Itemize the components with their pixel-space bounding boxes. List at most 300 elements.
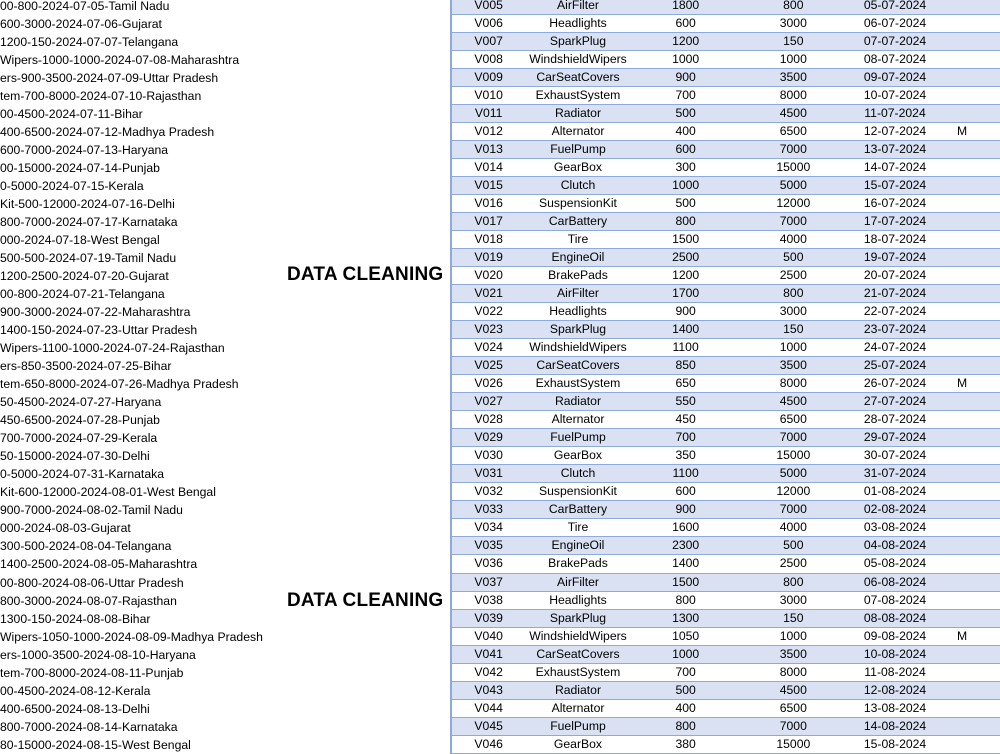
cell-quantity[interactable]: 1400 xyxy=(672,322,700,337)
cell-price[interactable]: 8000 xyxy=(779,376,807,391)
cell-id[interactable]: V037 xyxy=(474,574,503,589)
cell-region[interactable] xyxy=(944,574,1000,591)
cell-date[interactable]: 28-07-2024 xyxy=(863,412,927,427)
raw-data-line: 1400-2500-2024-08-05-Maharashtra xyxy=(0,557,198,572)
table-row xyxy=(452,555,1000,573)
cell-quantity[interactable]: 1000 xyxy=(672,646,700,661)
table-row xyxy=(452,69,1000,87)
cell-region[interactable] xyxy=(944,51,1000,68)
cell-id[interactable]: V008 xyxy=(474,52,503,67)
cell-region[interactable]: M xyxy=(957,376,968,391)
cell-date[interactable]: 11-07-2024 xyxy=(864,106,926,121)
cell-price[interactable]: 7000 xyxy=(779,718,807,733)
cell-quantity[interactable]: 1200 xyxy=(672,268,700,283)
cell-id[interactable]: V007 xyxy=(474,34,503,49)
table-row xyxy=(452,628,1000,646)
cell-part[interactable]: BrakePads xyxy=(548,268,608,283)
cell-price[interactable]: 500 xyxy=(783,250,804,265)
cell-part[interactable]: Headlights xyxy=(549,592,607,607)
cell-id[interactable]: V028 xyxy=(474,412,503,427)
cell-date[interactable]: 05-07-2024 xyxy=(863,0,927,12)
cell-price[interactable]: 500 xyxy=(783,538,804,553)
cell-id[interactable]: V039 xyxy=(474,610,503,625)
cell-part[interactable]: ExhaustSystem xyxy=(535,664,621,679)
table-row xyxy=(452,447,1000,465)
cell-region[interactable] xyxy=(944,285,1000,302)
cell-price[interactable]: 4500 xyxy=(779,394,807,409)
cell-date[interactable]: 21-07-2024 xyxy=(863,286,927,301)
cell-part[interactable]: CarSeatCovers xyxy=(536,70,620,85)
cell-price[interactable]: 3500 xyxy=(779,358,807,373)
data-cleaning-label: DATA CLEANING xyxy=(287,264,444,285)
cell-id[interactable]: V034 xyxy=(474,520,503,535)
cell-date[interactable]: 14-07-2024 xyxy=(863,160,927,175)
cell-date[interactable]: 13-08-2024 xyxy=(863,700,927,715)
table-row xyxy=(452,411,1000,429)
cell-date[interactable]: 07-07-2024 xyxy=(863,34,927,49)
cell-quantity[interactable]: 1800 xyxy=(672,0,700,12)
cell-date[interactable]: 06-07-2024 xyxy=(863,16,927,31)
cell-price[interactable]: 7000 xyxy=(779,142,807,157)
cell-region[interactable] xyxy=(944,213,1000,230)
cell-part[interactable]: SparkPlug xyxy=(549,610,607,625)
cell-region[interactable] xyxy=(944,267,1000,284)
cell-id[interactable]: V012 xyxy=(474,124,503,139)
cell-date[interactable]: 20-07-2024 xyxy=(863,268,927,283)
cell-part[interactable]: ExhaustSystem xyxy=(535,376,621,391)
cell-quantity[interactable]: 1500 xyxy=(672,574,700,589)
cell-price[interactable]: 150 xyxy=(783,34,804,49)
cell-id[interactable]: V010 xyxy=(474,88,503,103)
cell-price[interactable]: 2500 xyxy=(779,268,807,283)
cell-date[interactable]: 18-07-2024 xyxy=(863,232,927,247)
table-row xyxy=(452,700,1000,718)
cell-price[interactable]: 4000 xyxy=(779,232,807,247)
cell-region[interactable] xyxy=(944,339,1000,356)
cell-date[interactable]: 22-07-2024 xyxy=(863,304,927,319)
cell-quantity[interactable]: 380 xyxy=(675,736,696,751)
cell-part[interactable]: GearBox xyxy=(553,448,603,463)
table-row xyxy=(452,483,1000,501)
cell-region[interactable] xyxy=(944,105,1000,122)
cell-part[interactable]: CarSeatCovers xyxy=(536,358,620,373)
cell-quantity[interactable]: 450 xyxy=(675,412,696,427)
cell-quantity[interactable]: 900 xyxy=(675,70,696,85)
raw-data-line: 50-4500-2024-07-27-Haryana xyxy=(0,395,162,410)
cell-date[interactable]: 12-08-2024 xyxy=(863,682,927,697)
cell-id[interactable]: V045 xyxy=(474,718,503,733)
cell-region[interactable] xyxy=(944,610,1000,627)
cell-id[interactable]: V043 xyxy=(474,682,503,697)
cell-price[interactable]: 6500 xyxy=(779,700,807,715)
cell-id[interactable]: V033 xyxy=(474,502,503,517)
cell-date[interactable]: 23-07-2024 xyxy=(863,322,927,337)
cell-id[interactable]: V038 xyxy=(474,592,503,607)
cell-id[interactable]: V030 xyxy=(474,448,503,463)
cell-price[interactable]: 4500 xyxy=(779,106,807,121)
cell-part[interactable]: BrakePads xyxy=(548,556,608,571)
cell-part[interactable]: AirFilter xyxy=(556,574,599,589)
data-cleaning-label: DATA CLEANING xyxy=(287,590,444,611)
cell-id[interactable]: V018 xyxy=(474,232,503,247)
cell-quantity[interactable]: 1500 xyxy=(672,232,700,247)
cell-price[interactable]: 4500 xyxy=(779,682,807,697)
cell-part[interactable]: Radiator xyxy=(554,682,602,697)
raw-data-line: ers-900-3500-2024-07-09-Uttar Pradesh xyxy=(0,71,219,86)
cell-part[interactable]: SuspensionKit xyxy=(539,196,617,211)
cell-region[interactable] xyxy=(944,249,1000,266)
cell-id[interactable]: V016 xyxy=(474,196,503,211)
cell-id[interactable]: V013 xyxy=(474,142,503,157)
cell-region[interactable] xyxy=(944,429,1000,446)
cell-quantity[interactable]: 800 xyxy=(675,214,696,229)
cell-region[interactable] xyxy=(944,15,1000,32)
cell-date[interactable]: 08-08-2024 xyxy=(863,610,927,625)
cell-region[interactable] xyxy=(944,519,1000,536)
table-row xyxy=(452,682,1000,700)
cell-quantity[interactable]: 1100 xyxy=(672,466,699,481)
cell-price[interactable]: 1000 xyxy=(779,52,807,67)
cell-id[interactable]: V017 xyxy=(474,214,503,229)
cell-quantity[interactable]: 2300 xyxy=(672,538,700,553)
cell-quantity[interactable]: 1700 xyxy=(672,286,700,301)
cell-quantity[interactable]: 2500 xyxy=(672,250,700,265)
cell-id[interactable]: V046 xyxy=(474,736,503,751)
cell-region[interactable] xyxy=(944,141,1000,158)
cell-quantity[interactable]: 400 xyxy=(675,124,696,139)
cell-part[interactable]: WindshieldWipers xyxy=(529,628,627,643)
cell-price[interactable]: 800 xyxy=(783,574,804,589)
raw-data-line: 400-6500-2024-08-13-Delhi xyxy=(0,701,150,716)
table-row xyxy=(452,339,1000,357)
cell-id[interactable]: V026 xyxy=(474,376,503,391)
cell-price[interactable]: 150 xyxy=(783,610,804,625)
cell-part[interactable]: EngineOil xyxy=(551,538,605,553)
cell-date[interactable]: 10-07-2024 xyxy=(863,88,927,103)
cell-price[interactable]: 5000 xyxy=(779,466,807,481)
cell-part[interactable]: SparkPlug xyxy=(549,34,607,49)
cell-part[interactable]: Tire xyxy=(567,232,589,247)
cell-quantity[interactable]: 600 xyxy=(675,16,696,31)
cell-quantity[interactable]: 650 xyxy=(675,376,696,391)
cell-region[interactable] xyxy=(944,646,1000,663)
cell-date[interactable]: 03-08-2024 xyxy=(863,520,927,535)
cell-part[interactable]: GearBox xyxy=(553,736,603,751)
cell-price[interactable]: 1000 xyxy=(779,340,807,355)
cell-id[interactable]: V042 xyxy=(474,664,503,679)
cell-part[interactable]: SparkPlug xyxy=(549,322,607,337)
cell-price[interactable]: 800 xyxy=(783,0,804,12)
cell-id[interactable]: V024 xyxy=(474,340,503,355)
cell-part[interactable]: GearBox xyxy=(553,160,603,175)
cell-date[interactable]: 15-08-2024 xyxy=(863,736,927,751)
cell-price[interactable]: 12000 xyxy=(776,484,811,499)
raw-data-line: 800-7000-2024-08-14-Karnataka xyxy=(0,719,178,734)
cell-quantity[interactable]: 1400 xyxy=(672,556,700,571)
cell-price[interactable]: 7000 xyxy=(779,430,807,445)
table-row xyxy=(452,123,1000,141)
cell-date[interactable]: 02-08-2024 xyxy=(863,502,927,517)
cell-date[interactable]: 27-07-2024 xyxy=(863,394,927,409)
cell-quantity[interactable]: 900 xyxy=(675,304,696,319)
cell-region[interactable] xyxy=(944,592,1000,609)
cell-region[interactable] xyxy=(944,357,1000,374)
cell-date[interactable]: 12-07-2024 xyxy=(863,124,927,139)
cell-quantity[interactable]: 600 xyxy=(675,484,696,499)
cell-region[interactable] xyxy=(944,69,1000,86)
cell-part[interactable]: Clutch xyxy=(560,466,596,481)
cell-price[interactable]: 8000 xyxy=(779,88,807,103)
cell-date[interactable]: 08-07-2024 xyxy=(863,52,927,67)
cell-price[interactable]: 4000 xyxy=(779,520,807,535)
cell-id[interactable]: V022 xyxy=(474,304,503,319)
cell-quantity[interactable]: 1050 xyxy=(672,628,700,643)
cell-region[interactable] xyxy=(944,159,1000,176)
cell-part[interactable]: CarBattery xyxy=(548,214,608,229)
raw-data-line: 0-5000-2024-07-15-Kerala xyxy=(0,179,144,194)
cell-quantity[interactable]: 400 xyxy=(675,700,696,715)
cell-price[interactable]: 12000 xyxy=(776,196,811,211)
cell-quantity[interactable]: 800 xyxy=(675,718,696,733)
cell-part[interactable]: WindshieldWipers xyxy=(529,340,627,355)
cell-date[interactable]: 05-08-2024 xyxy=(863,556,927,571)
cell-id[interactable]: V027 xyxy=(474,394,503,409)
cleaned-data-table xyxy=(450,0,1000,754)
cell-region[interactable] xyxy=(944,555,1000,572)
raw-data-line: 50-15000-2024-07-30-Delhi xyxy=(0,449,150,464)
raw-data-list xyxy=(0,0,285,754)
cell-region[interactable] xyxy=(944,682,1000,699)
cell-price[interactable]: 15000 xyxy=(776,736,811,751)
cell-date[interactable]: 29-07-2024 xyxy=(863,430,927,445)
cell-price[interactable]: 15000 xyxy=(776,160,811,175)
cell-part[interactable]: Alternator xyxy=(551,124,605,139)
cell-date[interactable]: 15-07-2024 xyxy=(863,178,927,193)
cell-id[interactable]: V032 xyxy=(474,484,503,499)
cell-id[interactable]: V015 xyxy=(474,178,503,193)
cell-quantity[interactable]: 600 xyxy=(675,142,696,157)
cell-region[interactable] xyxy=(944,411,1000,428)
cell-date[interactable]: 26-07-2024 xyxy=(863,376,927,391)
cell-id[interactable]: V006 xyxy=(474,16,503,31)
cell-date[interactable]: 13-07-2024 xyxy=(863,142,927,157)
cell-region[interactable] xyxy=(944,195,1000,212)
cell-price[interactable]: 15000 xyxy=(776,448,811,463)
cell-region[interactable] xyxy=(944,447,1000,464)
cell-region[interactable] xyxy=(944,231,1000,248)
cell-part[interactable]: Tire xyxy=(567,520,589,535)
cell-part[interactable]: Headlights xyxy=(549,304,607,319)
cell-region[interactable]: M xyxy=(957,124,968,139)
cell-part[interactable]: ExhaustSystem xyxy=(535,88,621,103)
cell-region[interactable] xyxy=(944,303,1000,320)
cell-part[interactable]: Alternator xyxy=(551,700,605,715)
cell-id[interactable]: V011 xyxy=(474,106,503,121)
raw-data-line: 1400-150-2024-07-23-Uttar Pradesh xyxy=(0,323,198,338)
raw-data-line: 300-500-2024-08-04-Telangana xyxy=(0,539,172,554)
cell-region[interactable] xyxy=(944,700,1000,717)
cell-date[interactable]: 10-08-2024 xyxy=(863,646,927,661)
cell-id[interactable]: V029 xyxy=(474,430,503,445)
raw-data-line: Kit-500-12000-2024-07-16-Delhi xyxy=(0,197,175,212)
cell-region[interactable]: M xyxy=(957,628,968,643)
raw-data-line: 000-2024-07-18-West Bengal xyxy=(0,233,160,248)
cell-price[interactable]: 3500 xyxy=(779,646,807,661)
cell-region[interactable] xyxy=(944,0,1000,14)
cell-part[interactable]: Radiator xyxy=(554,394,602,409)
cell-price[interactable]: 2500 xyxy=(779,556,807,571)
cell-price[interactable]: 6500 xyxy=(779,124,807,139)
cell-id[interactable]: V041 xyxy=(474,646,503,661)
cell-region[interactable] xyxy=(944,664,1000,681)
cell-date[interactable]: 09-07-2024 xyxy=(863,70,927,85)
raw-data-line: 600-7000-2024-07-13-Haryana xyxy=(0,143,169,158)
cell-region[interactable] xyxy=(944,87,1000,104)
cell-quantity[interactable]: 300 xyxy=(675,160,696,175)
cell-region[interactable] xyxy=(944,177,1000,194)
cell-id[interactable]: V020 xyxy=(474,268,503,283)
cell-id[interactable]: V023 xyxy=(474,322,503,337)
cell-price[interactable]: 8000 xyxy=(779,664,807,679)
table-row xyxy=(452,267,1000,285)
table-row xyxy=(452,105,1000,123)
raw-data-line: 1200-2500-2024-07-20-Gujarat xyxy=(0,269,169,284)
raw-data-line: tem-700-8000-2024-07-10-Rajasthan xyxy=(0,89,202,104)
table-row xyxy=(452,610,1000,628)
cell-price[interactable]: 3000 xyxy=(779,304,807,319)
cell-part[interactable]: Clutch xyxy=(560,178,596,193)
cell-part[interactable]: EngineOil xyxy=(551,250,605,265)
cell-quantity[interactable]: 900 xyxy=(675,502,696,517)
cell-quantity[interactable]: 700 xyxy=(675,88,696,103)
cell-id[interactable]: V005 xyxy=(474,0,503,12)
cell-region[interactable] xyxy=(944,33,1000,50)
table-row xyxy=(452,87,1000,105)
cell-quantity[interactable]: 800 xyxy=(675,592,696,607)
cell-price[interactable]: 3500 xyxy=(779,70,807,85)
table-row xyxy=(452,537,1000,555)
cell-price[interactable]: 7000 xyxy=(779,214,807,229)
cell-price[interactable]: 150 xyxy=(783,322,804,337)
cell-date[interactable]: 17-07-2024 xyxy=(863,214,927,229)
cell-quantity[interactable]: 1600 xyxy=(672,520,700,535)
cell-part[interactable]: AirFilter xyxy=(556,286,599,301)
table-row xyxy=(452,231,1000,249)
table-row xyxy=(452,501,1000,519)
cell-date[interactable]: 06-08-2024 xyxy=(863,574,927,589)
cell-id[interactable]: V009 xyxy=(474,70,503,85)
cell-quantity[interactable]: 500 xyxy=(675,196,696,211)
cell-quantity[interactable]: 1200 xyxy=(672,34,700,49)
raw-data-line: ers-850-3500-2024-07-25-Bihar xyxy=(0,359,172,374)
cell-quantity[interactable]: 350 xyxy=(675,448,696,463)
cell-price[interactable]: 6500 xyxy=(779,412,807,427)
cell-region[interactable] xyxy=(944,483,1000,500)
cell-id[interactable]: V044 xyxy=(474,700,503,715)
cell-quantity[interactable]: 700 xyxy=(675,430,696,445)
raw-data-line: 800-3000-2024-08-07-Rajasthan xyxy=(0,593,177,608)
cell-id[interactable]: V021 xyxy=(474,286,503,301)
cell-date[interactable]: 24-07-2024 xyxy=(863,340,927,355)
cell-price[interactable]: 3000 xyxy=(779,16,807,31)
cell-part[interactable]: SuspensionKit xyxy=(539,484,617,499)
cell-price[interactable]: 7000 xyxy=(779,502,807,517)
cell-region[interactable] xyxy=(944,718,1000,735)
cell-date[interactable]: 11-08-2024 xyxy=(864,664,926,679)
cell-part[interactable]: Headlights xyxy=(549,16,607,31)
cell-quantity[interactable]: 700 xyxy=(675,664,696,679)
cell-quantity[interactable]: 850 xyxy=(675,358,696,373)
cell-date[interactable]: 16-07-2024 xyxy=(863,196,927,211)
cell-date[interactable]: 19-07-2024 xyxy=(863,250,927,265)
cell-price[interactable]: 1000 xyxy=(779,628,807,643)
cell-part[interactable]: Radiator xyxy=(554,106,602,121)
cell-quantity[interactable]: 550 xyxy=(675,394,696,409)
raw-data-line: 1300-150-2024-08-08-Bihar xyxy=(0,611,151,626)
cell-quantity[interactable]: 1000 xyxy=(672,178,700,193)
cell-date[interactable]: 04-08-2024 xyxy=(863,538,927,553)
cell-part[interactable]: FuelPump xyxy=(550,142,606,157)
raw-data-line: 400-6500-2024-07-12-Madhya Pradesh xyxy=(0,125,215,140)
cell-part[interactable]: FuelPump xyxy=(550,718,606,733)
cell-region[interactable] xyxy=(944,321,1000,338)
cell-quantity[interactable]: 1100 xyxy=(672,340,699,355)
cell-id[interactable]: V035 xyxy=(474,538,503,553)
cell-region[interactable] xyxy=(944,393,1000,410)
cell-date[interactable]: 07-08-2024 xyxy=(863,592,927,607)
cell-region[interactable] xyxy=(944,537,1000,554)
cell-part[interactable]: WindshieldWipers xyxy=(529,52,627,67)
cell-part[interactable]: Alternator xyxy=(551,412,605,427)
cell-date[interactable]: 30-07-2024 xyxy=(863,448,927,463)
cell-date[interactable]: 31-07-2024 xyxy=(863,466,927,481)
cell-id[interactable]: V014 xyxy=(474,160,503,175)
cell-date[interactable]: 14-08-2024 xyxy=(863,718,927,733)
table-row xyxy=(452,646,1000,664)
table-row xyxy=(452,664,1000,682)
cell-region[interactable] xyxy=(944,465,1000,482)
cell-id[interactable]: V040 xyxy=(474,628,503,643)
cell-price[interactable]: 800 xyxy=(783,286,804,301)
cell-id[interactable]: V036 xyxy=(474,556,503,571)
cell-id[interactable]: V019 xyxy=(474,250,503,265)
raw-data-line: Wipers-1000-1000-2024-07-08-Maharashtra xyxy=(0,53,240,68)
cell-quantity[interactable]: 1300 xyxy=(672,610,700,625)
cell-quantity[interactable]: 500 xyxy=(675,682,696,697)
cell-price[interactable]: 3000 xyxy=(779,592,807,607)
cell-date[interactable]: 01-08-2024 xyxy=(863,484,927,499)
table-row xyxy=(452,0,1000,15)
cell-part[interactable]: CarBattery xyxy=(548,502,608,517)
table-row xyxy=(452,465,1000,483)
cell-quantity[interactable]: 500 xyxy=(675,106,696,121)
table-row xyxy=(452,51,1000,69)
cell-date[interactable]: 09-08-2024 xyxy=(863,628,927,643)
cell-region[interactable] xyxy=(944,736,1000,753)
cell-quantity[interactable]: 1000 xyxy=(672,52,700,67)
raw-data-line: 900-7000-2024-08-02-Tamil Nadu xyxy=(0,503,183,518)
cell-part[interactable]: CarSeatCovers xyxy=(536,646,620,661)
cell-date[interactable]: 25-07-2024 xyxy=(863,358,927,373)
cell-region[interactable] xyxy=(944,501,1000,518)
cell-part[interactable]: FuelPump xyxy=(550,430,606,445)
cell-id[interactable]: V031 xyxy=(474,466,503,481)
cell-price[interactable]: 5000 xyxy=(779,178,807,193)
table-row xyxy=(452,285,1000,303)
cell-part[interactable]: AirFilter xyxy=(556,0,599,12)
cell-id[interactable]: V025 xyxy=(474,358,503,373)
raw-data-line: 900-3000-2024-07-22-Maharashtra xyxy=(0,305,191,320)
